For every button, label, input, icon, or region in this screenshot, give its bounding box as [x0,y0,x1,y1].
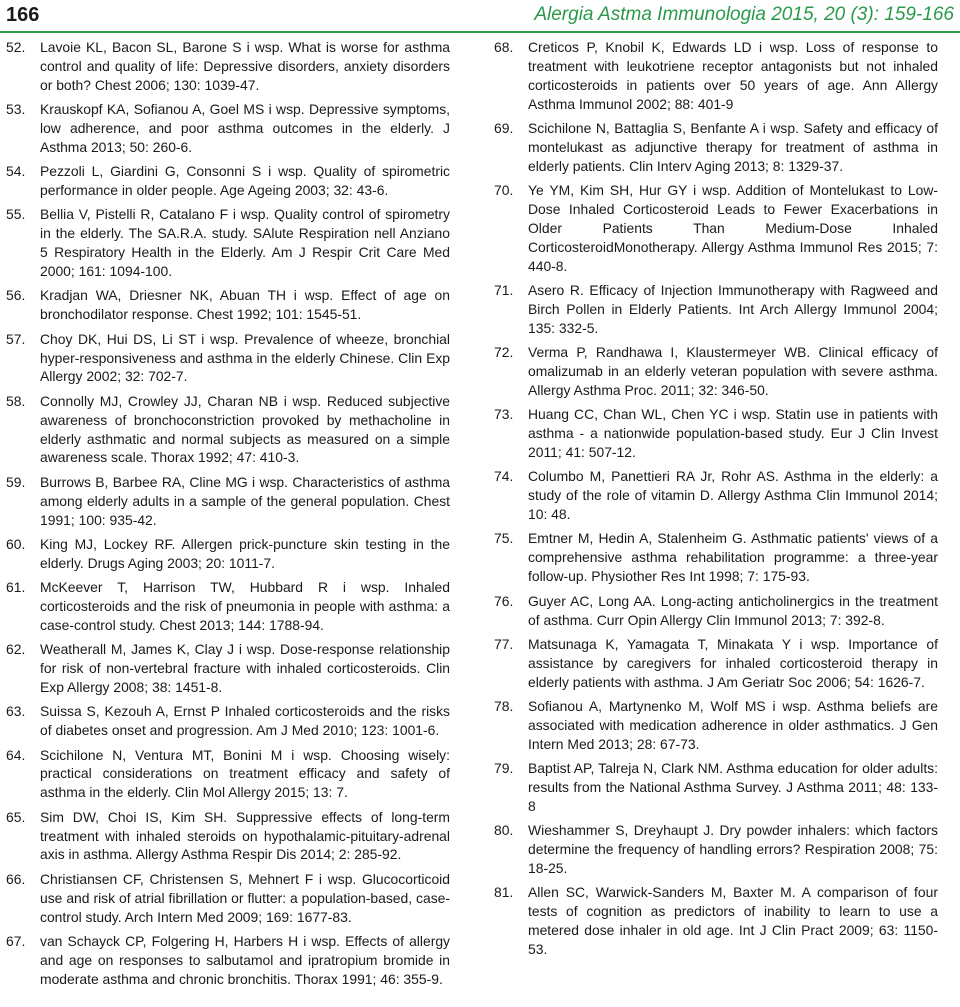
reference-item [494,281,938,338]
reference-item [494,592,938,630]
header-rule [0,31,960,33]
reference-number: 66. [6,870,26,887]
reference-text: Scichilone N, Ventura MT, Bonini M i wsp. Choosing wisely: practical considerations on treatment efficacy and safety of asthma in the elderly. Clin Mol Allergy 2015; 13: 7. [40,746,450,801]
reference-text: Allen SC, Warwick-Sanders M, Baxter M. A comparison of four tests of cognition as predictors of inability to learn to use a metered dose inhaler in old age. Int J Clin Pract 2009; 63: 1150-53. [528,884,938,957]
reference-text: Ye YM, Kim SH, Hur GY i wsp. Addition of Montelukast to Low-Dose Inhaled Corticosteroid Leads to Fewer Exacerbations in Older Patients Than Medium-Dose Inhaled CorticosteroidMonotherapy. Allergy Asthma Immunol Res 2015; 7: 440-8. [528,182,938,274]
reference-text: Scichilone N, Battaglia S, Benfante A i wsp. Safety and efficacy of montelukast as adjunctive therapy for treatment of asthma in elderly patients. Clin Interv Aging 2013; 8: 1329-37. [528,120,938,174]
reference-number: 58. [6,392,26,409]
reference-item [6,932,450,989]
page-header [0,0,960,30]
reference-number: 54. [6,163,26,180]
reference-text: Asero R. Efficacy of Injection Immunotherapy with Ragweed and Birch Pollen in Elderly Patients. Int Arch Allergy Immunol 2004; 135: 332-5. [528,282,938,336]
reference-item [6,473,450,530]
reference-item [494,821,938,878]
reference-number: 61. [6,579,26,596]
reference-text: King MJ, Lockey RF. Allergen prick-puncture skin testing in the elderly. Drugs Aging 2003; 20: 1011-7. [40,535,450,571]
reference-number: 53. [6,101,26,118]
reference-number: 69. [494,120,514,137]
reference-item [494,343,938,400]
reference-number: 79. [494,760,514,777]
reference-item [6,392,450,468]
reference-item [494,635,938,692]
reference-text: van Schayck CP, Folgering H, Harbers H i wsp. Effects of allergy and age on responses to salbutamol and ipratropium bromide in moderate asthma and chronic bronchitis. Thorax 1991; 46: 355-9. [40,932,450,987]
reference-text: Guyer AC, Long AA. Long-acting anticholinergics in the treatment of asthma. Curr Opin Allergy Clin Immunol 2013; 7: 392-8. [528,592,938,628]
reference-number: 52. [6,39,26,55]
reference-item [6,205,450,281]
reference-number: 81. [494,884,514,901]
reference-item [494,759,938,816]
reference-item [494,119,938,176]
reference-item [6,330,450,387]
reference-item [6,100,450,157]
reference-text: Huang CC, Chan WL, Chen YC i wsp. Statin use in patients with asthma - a nationwide population-based study. Eur J Clin Invest 2011; 41: 507-12. [528,406,938,461]
reference-number: 73. [494,406,514,423]
reference-text: Bellia V, Pistelli R, Catalano F i wsp. Quality control of spirometry in the elderly. The SA.R.A. study. SAlute Respiration nell Anziano 5 Respiratory Health in the Elderly. Am J Respir Crit Care Med 2000; 161: 1094-100. [40,206,450,280]
reference-number: 78. [494,697,514,714]
reference-number: 71. [494,282,514,299]
reference-number: 64. [6,746,26,763]
reference-number: 59. [6,473,26,490]
reference-number: 55. [6,206,26,223]
reference-text: Burrows B, Barbee RA, Cline MG i wsp. Characteristics of asthma among elderly adults in a sample of the general population. Chest 1991; 100: 935-42. [40,473,450,528]
reference-text: Connolly MJ, Crowley JJ, Charan NB i wsp. Reduced subjective awareness of bronchoconstriction provoked by methacholine in elderly asthmatic and normal subjects as measured on a simple awareness scale. Thorax 1992; 47: 410-3. [40,392,450,466]
reference-item [6,286,450,324]
reference-number: 76. [494,592,514,609]
reference-item [494,467,938,524]
reference-number: 67. [6,932,26,949]
reference-text: McKeever T, Harrison TW, Hubbard R i wsp. Inhaled corticosteroids and the risk of pneumonia in people with asthma: a case-control study. Chest 2013; 144: 1788-94. [40,579,450,633]
reference-number: 74. [494,468,514,485]
reference-text: Krauskopf KA, Sofianou A, Goel MS i wsp. Depressive symptoms, low adherence, and poor asthma outcomes in the elderly. J Asthma 2013; 50: 260-6. [40,101,450,155]
reference-text: Christiansen CF, Christensen S, Mehnert F i wsp. Glucocorticoid use and risk of atrial fibrillation or flutter: a population-based, case-control study. Arch Intern Med 2009; 169: 1677-83. [40,870,450,925]
reference-text: Lavoie KL, Bacon SL, Barone S i wsp. What is worse for asthma control and quality of life: Depressive disorders, anxiety disorders or both? Chest 2006; 130: 1039-47. [40,39,450,93]
reference-item [494,529,938,586]
reference-number: 63. [6,703,26,720]
reference-text: Sim DW, Choi IS, Kim SH. Suppressive effects of long-term treatment with inhaled steroids on hypothalamic-pituitary-adrenal axis in asthma. Allergy Asthma Respir Dis 2014; 2: 285-92. [40,808,450,863]
reference-text: Emtner M, Hedin A, Stalenheim G. Asthmatic patients' views of a comprehensive asthma rehabilitation programme: a three-year follow-up. Physiother Res Int 1998; 7: 175-93. [528,530,938,585]
reference-text: Choy DK, Hui DS, Li ST i wsp. Prevalence of wheeze, bronchial hyper-responsiveness and asthma in the elderly Chinese. Clin Exp Allergy 2002; 32: 702-7. [40,330,450,385]
reference-number: 70. [494,182,514,199]
reference-item [494,697,938,754]
reference-text: Sofianou A, Martynenko M, Wolf MS i wsp. Asthma beliefs are associated with medication adherence in older asthmatics. J Gen Intern Med 2013; 28: 67-73. [528,697,938,752]
reference-number: 60. [6,535,26,552]
reference-number: 75. [494,530,514,547]
reference-number: 72. [494,344,514,361]
reference-item [6,870,450,927]
references-right-column [494,38,938,964]
reference-number: 65. [6,808,26,825]
reference-item [6,38,450,95]
reference-item [6,162,450,200]
reference-text: Suissa S, Kezouh A, Ernst P Inhaled corticosteroids and the risks of diabetes onset and progression. Am J Med 2010; 123: 1001-6. [40,703,450,739]
reference-item [6,808,450,865]
reference-item [494,405,938,462]
reference-number: 77. [494,635,514,652]
reference-text: Creticos P, Knobil K, Edwards LD i wsp. Loss of response to treatment with leukotriene receptor antagonists but not inhaled corticosteroids in patients over 50 years of age. Ann Allergy Asthma Immunol 2002; 88: 401-9 [528,39,938,112]
reference-text: Verma P, Randhawa I, Klaustermeyer WB. Clinical efficacy of omalizumab in an elderly veteran population with severe asthma. Allergy Asthma Proc. 2011; 32: 346-50. [528,344,938,398]
reference-text: Wieshammer S, Dreyhaupt J. Dry powder inhalers: which factors determine the frequency of handling errors? Respiration 2008; 75: 18-25. [528,822,938,876]
references-left-column [6,38,450,994]
reference-item [494,883,938,959]
reference-number: 68. [494,39,514,55]
reference-text: Columbo M, Panettieri RA Jr, Rohr AS. Asthma in the elderly: a study of the role of vitamin D. Allergy Asthma Clin Immunol 2014; 10: 48. [528,468,938,523]
reference-item [6,535,450,573]
reference-number: 80. [494,822,514,839]
reference-item [494,38,938,114]
reference-number: 56. [6,287,26,304]
reference-item [494,181,938,276]
reference-text: Kradjan WA, Driesner NK, Abuan TH i wsp. Effect of age on bronchodilator response. Chest 1992; 101: 1545-51. [40,287,450,323]
reference-number: 57. [6,330,26,347]
reference-text: Pezzoli L, Giardini G, Consonni S i wsp. Quality of spirometric performance in older people. Age Ageing 2003; 32: 43-6. [40,163,450,199]
reference-text: Baptist AP, Talreja N, Clark NM. Asthma education for older adults: results from the National Asthma Survey. J Asthma 2011; 48: 133-8 [528,760,938,814]
reference-item [6,746,450,803]
journal-title: Alergia Astma Immunologia 2015, 20 (3): 159-166 [534,4,954,25]
reference-text: Weatherall M, James K, Clay J i wsp. Dose-response relationship for risk of non-vertebral fracture with inhaled corticosteroids. Clin Exp Allergy 2008; 38: 1451-8. [40,641,450,695]
reference-number: 62. [6,641,26,658]
reference-item [6,702,450,740]
reference-item [6,640,450,697]
reference-item [6,578,450,635]
reference-text: Matsunaga K, Yamagata T, Minakata Y i wsp. Importance of assistance by caregivers for inhaled corticosteroid therapy in elderly patients with asthma. J Am Geriatr Soc 2006; 54: 1626-7. [528,635,938,690]
page-number: 166 [6,3,40,26]
